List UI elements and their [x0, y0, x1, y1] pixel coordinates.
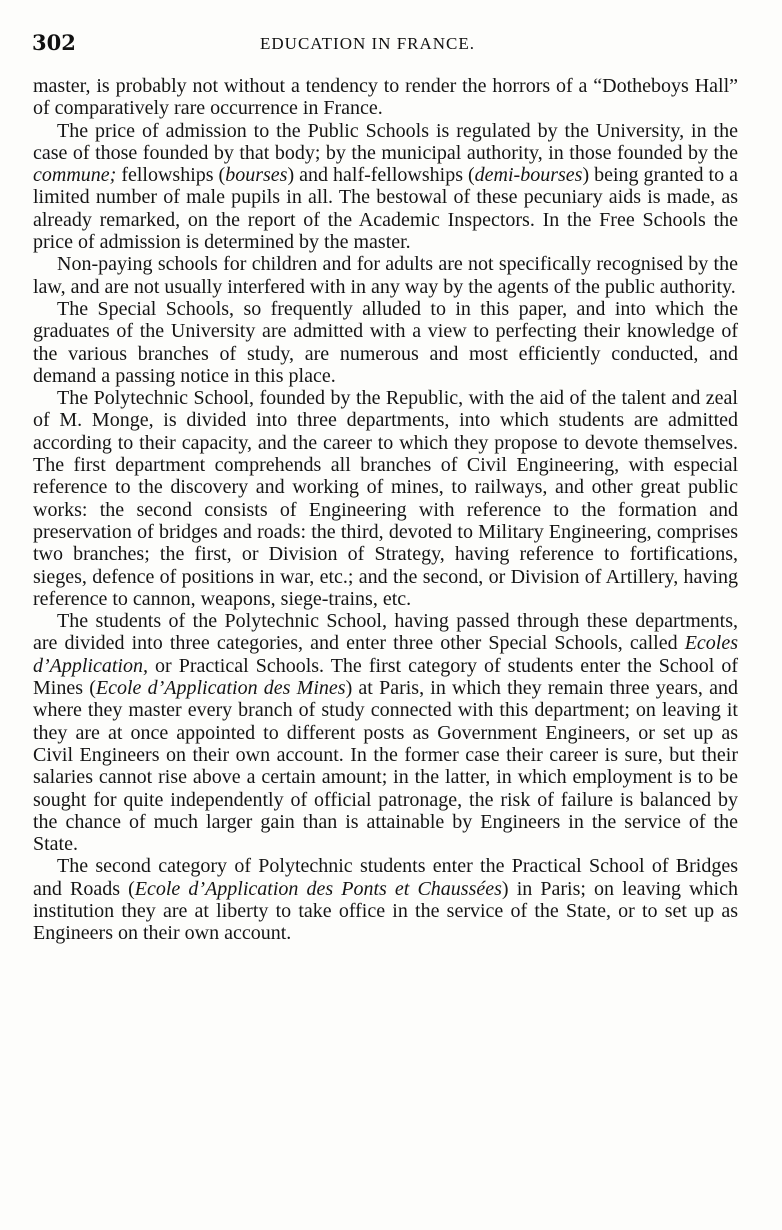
text-run: ) at Paris, in which they remain three years, and where they master every branch of study connected with this department; on leaving it they are at once appointed to different posts as Government Engineers, or set up as Civil Engineers on their own account. In the former case their career is sure, but their salaries cannot rise above a certain amount; in the latter, in which employment is to be sought for quite independently of official patronage, the risk of failure is balanced by the chance of much larger gain than is attainable by Engineers in the service of the State.	[33, 677, 738, 856]
running-title: EDUCATION IN FRANCE.	[260, 34, 476, 53]
paragraph-special-schools	[33, 298, 738, 387]
page-header	[32, 30, 744, 60]
page-number: 302	[32, 30, 76, 55]
text-run: Non-paying schools for children and for adults are not specifically recognised by the law, and are not usually interfered with in any way by the agents of the public authority.	[33, 253, 738, 298]
italic-run: Ecole d’Application des Ponts et Chaussées	[134, 877, 502, 900]
text-run: ) being granted to a limited number of male pupils in all. The bestowal of these pecuniary aids is made, as already remarked, on the report of the Academic Inspectors. In the Free Schools the price of admission is determined by the master.	[33, 164, 738, 254]
paragraph-second-category	[33, 855, 738, 944]
text-run: or Practical Schools. The first category of students enter the School of Mines (	[33, 654, 738, 700]
text-run: The Polytechnic School, founded by the Republic, with the aid of the talent and zeal of M. Monge, is divided into three departments, into which students are admitted according to their capacity, and the career to which they propose to devote themselves. The first department comprehends all branches of Civil Engineering, with especial reference to the discovery and working of mines, to railways, and other great public works: the second consists of Engineering with reference to the formation and preservation of bridges and roads: the third, devoted to Military Engineering, comprises two branches; the first, or Division of Strategy, having reference to fortifications, sieges, defence of positions in war, etc.; and the second, or Division of Artillery, having reference to cannon, weapons, siege-trains, etc.	[33, 387, 738, 610]
text-run: The students of the Polytechnic School, having passed through these departments, are divided into three categories, and enter three other Special Schools, called	[33, 610, 738, 655]
body-text	[33, 75, 738, 945]
paragraph-non-paying-schools	[33, 253, 738, 298]
paragraph-price-of-admission	[33, 120, 738, 254]
text-run: fellowships (	[116, 164, 226, 187]
text-run: ) in Paris; on leaving which institution they are at liberty to take office in the service of the State, or to set up as Engineers on their own account.	[33, 877, 738, 945]
italic-run: Ecole d’Application des Mines	[95, 677, 346, 700]
paragraph-continuation	[33, 75, 738, 120]
italic-run: Ecoles d’Application,	[33, 632, 738, 677]
paragraph-polytechnic-school	[33, 387, 738, 610]
text-run: The Special Schools, so frequently alluded to in this paper, and into which the graduates of the University are admitted with a view to perfecting their knowledge of the various branches of study, are numerous and most efficiently conducted, and demand a passing notice in this place.	[33, 297, 738, 387]
italic-run: commune;	[33, 164, 117, 187]
text-run: The second category of Polytechnic students enter the Practical School of Bridges and Roads (	[33, 855, 738, 900]
italic-run: bourses	[225, 164, 288, 187]
text-run: The price of admission to the Public Schools is regulated by the University, in the case of those founded by that body; by the municipal authority, in those founded by the	[33, 119, 738, 164]
paragraph-polytechnic-students	[33, 610, 738, 855]
italic-run: demi-bourses	[474, 164, 583, 187]
text-run: ) and half-fellowships (	[287, 164, 475, 187]
text-run: master, is probably not without a tendency to render the horrors of a “Dotheboys Hall” of comparatively rare occurrence in France.	[33, 75, 738, 120]
